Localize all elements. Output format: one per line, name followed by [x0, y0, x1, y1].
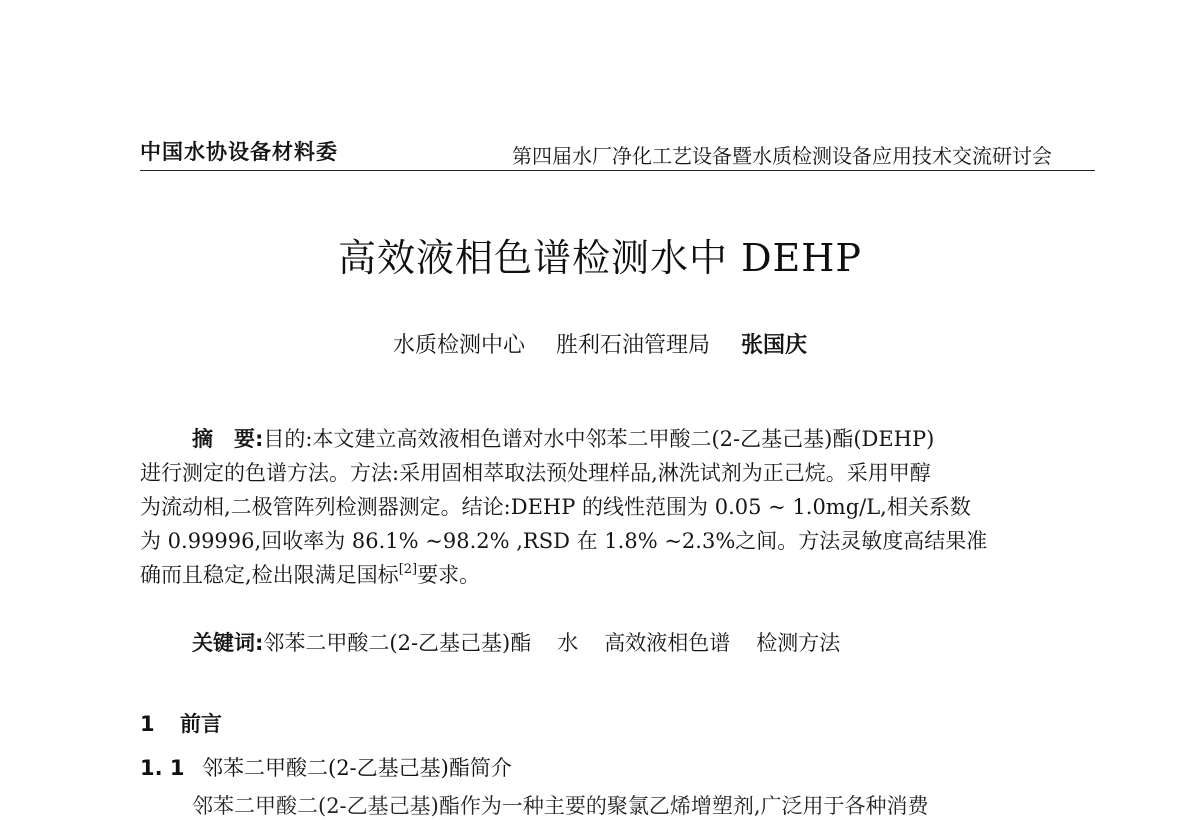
author-line — [0, 328, 1200, 359]
abstract-text: 目的:本文建立高效液相色谱对水中邻苯二甲酸二(2-乙基己基)酯(DEHP) — [263, 427, 935, 451]
section-number: 1 — [140, 712, 155, 736]
abstract-line: 为流动相,二极管阵列检测器测定。结论:DEHP 的线性范围为 0.05 ~ 1.0mg/L,相关系数 — [140, 495, 971, 519]
abstract-text: 确而且稳定,检出限满足国标 — [140, 563, 399, 587]
keyword: 水 — [557, 631, 579, 655]
keywords-label: 关键词: — [192, 631, 264, 655]
header-conference: 第四届水厂净化工艺设备暨水质检测设备应用技术交流研讨会 — [512, 144, 1052, 168]
subsection-title: 邻苯二甲酸二(2-乙基己基)酯简介 — [202, 756, 512, 780]
author-bureau: 胜利石油管理局 — [555, 333, 710, 358]
body-paragraph: 邻苯二甲酸二(2-乙基己基)酯作为一种主要的聚氯乙烯增塑剂,广泛用于各种消费 — [192, 794, 929, 818]
abstract-line — [140, 558, 1095, 592]
header-divider — [140, 170, 1095, 171]
section-heading — [140, 708, 222, 738]
author-name: 张国庆 — [741, 333, 808, 358]
abstract-label: 摘 要: — [192, 427, 264, 451]
abstract-text: 要求。 — [417, 563, 481, 587]
header-organization: 中国水协设备材料委 — [140, 140, 338, 164]
keyword: 高效液相色谱 — [604, 631, 731, 655]
subsection-number: 1. 1 — [140, 756, 185, 780]
citation-ref: [2] — [398, 562, 418, 577]
abstract — [140, 422, 1095, 592]
abstract-line: 为 0.99996,回收率为 86.1% ~98.2% ,RSD 在 1.8% ~2.3%之间。方法灵敏度高结果准 — [140, 529, 988, 553]
keyword: 检测方法 — [756, 631, 841, 655]
abstract-line: 进行测定的色谱方法。方法:采用固相萃取法预处理样品,淋洗试剂为正己烷。采用甲醇 — [140, 461, 931, 485]
page-title: 高效液相色谱检测水中 DEHP — [338, 236, 862, 280]
abstract-line — [140, 422, 1095, 456]
subsection-heading — [140, 752, 512, 782]
keywords — [192, 627, 866, 657]
author-center: 水质检测中心 — [392, 333, 525, 358]
section-title: 前言 — [180, 712, 222, 736]
keyword: 邻苯二甲酸二(2-乙基己基)酯 — [263, 631, 532, 655]
